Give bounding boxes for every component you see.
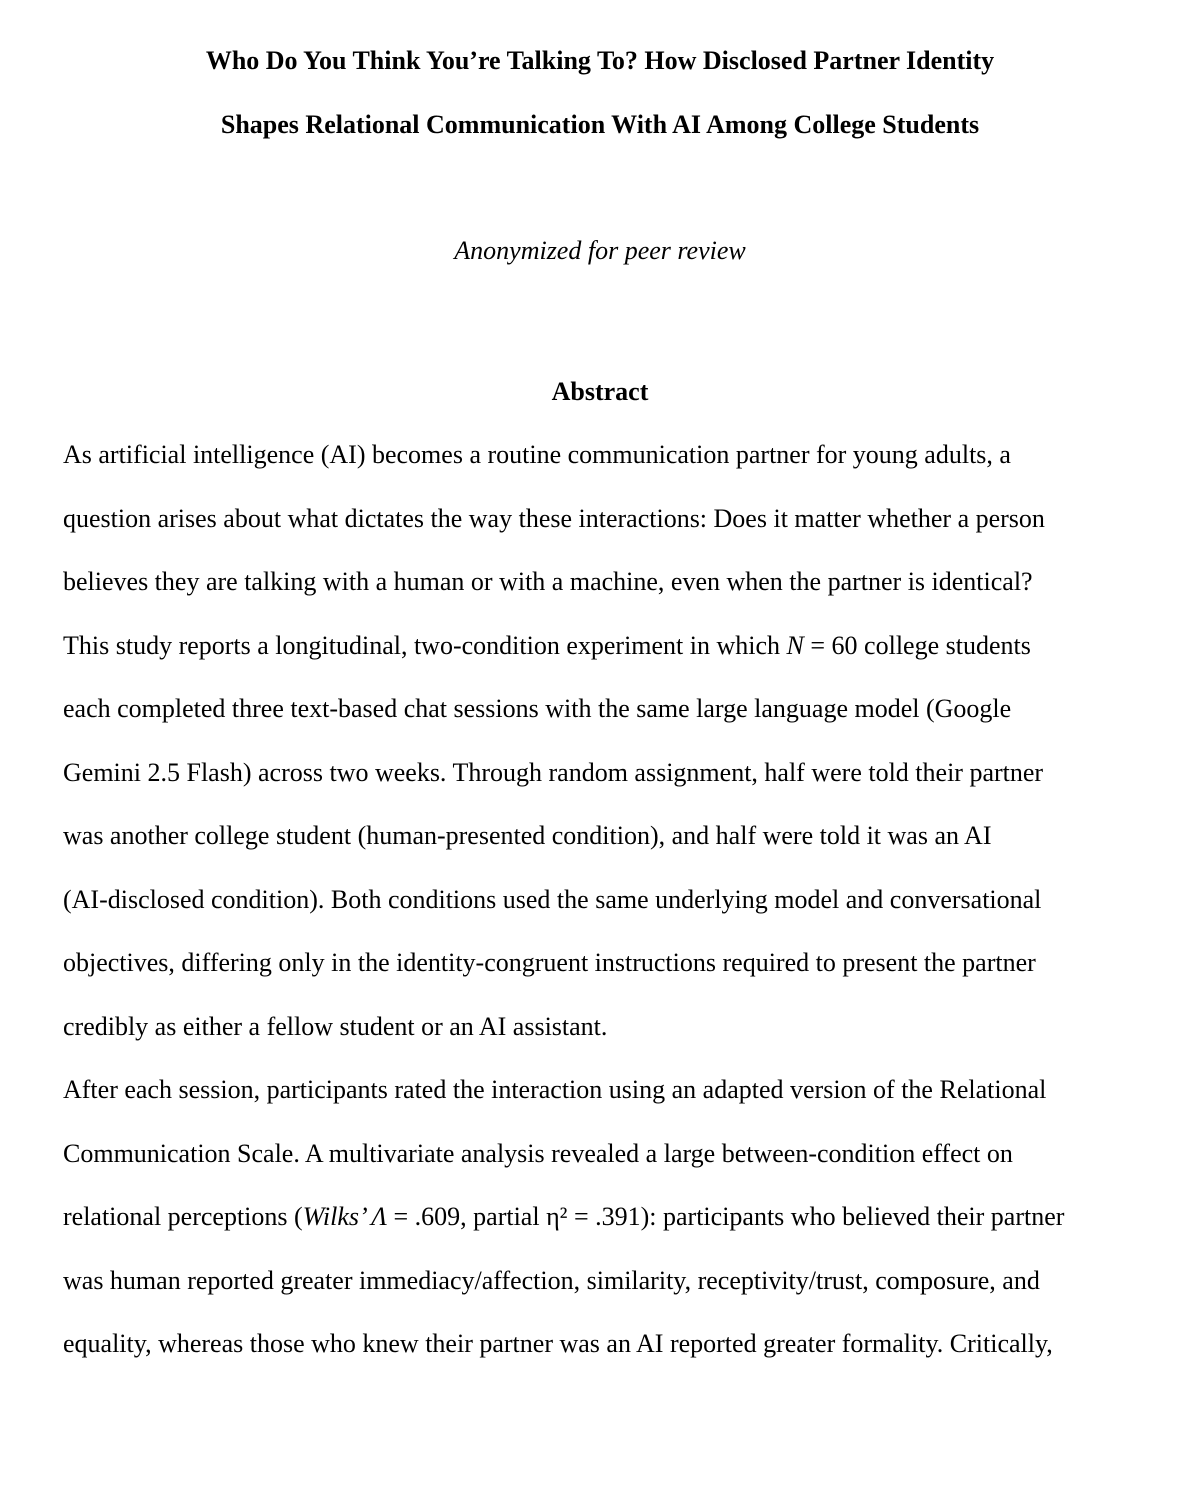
abstract-p1-line: believes they are talking with a human or with a machine, even when the partner is identical? (63, 567, 1033, 596)
paper-title-line-1: Who Do You Think You’re Talking To? How Disclosed Partner Identity (205, 46, 995, 75)
paper-title-line-2: Shapes Relational Communication With AI Among College Students (220, 110, 980, 139)
abstract-p2-line (63, 1202, 1064, 1232)
abstract-p1-line: objectives, differing only in the identity-congruent instructions required to present the partner (63, 948, 1036, 977)
abstract-p1-line: (AI-disclosed condition). Both conditions used the same underlying model and conversational (63, 885, 1042, 914)
abstract-p1-line: Gemini 2.5 Flash) across two weeks. Through random assignment, half were told their partner (63, 758, 1044, 787)
line-text: = 60 college students (803, 631, 1031, 660)
line-text: This study reports a longitudinal, two-condition experiment in which (63, 631, 787, 660)
italic-symbol-n: N (786, 631, 804, 660)
abstract-p2-line: After each session, participants rated the interaction using an adapted version of the Relational (63, 1075, 1047, 1104)
abstract-p1-line (63, 631, 1031, 661)
line-text: relational perceptions ( (63, 1202, 303, 1231)
abstract-heading: Abstract (551, 377, 649, 406)
abstract-p1-line: As artificial intelligence (AI) becomes a routine communication partner for young adults, a (63, 440, 1011, 469)
abstract-p1-line: each completed three text-based chat sessions with the same large language model (Google (63, 694, 1012, 723)
abstract-p2-line: Communication Scale. A multivariate analysis revealed a large between-condition effect on (63, 1139, 1013, 1168)
italic-symbol-wilks-lambda: Wilks’ Λ (302, 1202, 387, 1231)
abstract-p1-line: credibly as either a fellow student or an AI assistant. (63, 1012, 608, 1041)
line-text: = .609, partial η² = .391): participants who believed their partner (387, 1202, 1065, 1231)
author-line: Anonymized for peer review (454, 236, 746, 265)
abstract-p1-line: question arises about what dictates the way these interactions: Does it matter whether a person (63, 504, 1045, 533)
abstract-p1-line: was another college student (human-presented condition), and half were told it was an AI (63, 821, 992, 850)
abstract-p2-line: was human reported greater immediacy/affection, similarity, receptivity/trust, composure, and (63, 1266, 1040, 1295)
abstract-p2-line: equality, whereas those who knew their partner was an AI reported greater formality. Critically, (63, 1329, 1053, 1358)
